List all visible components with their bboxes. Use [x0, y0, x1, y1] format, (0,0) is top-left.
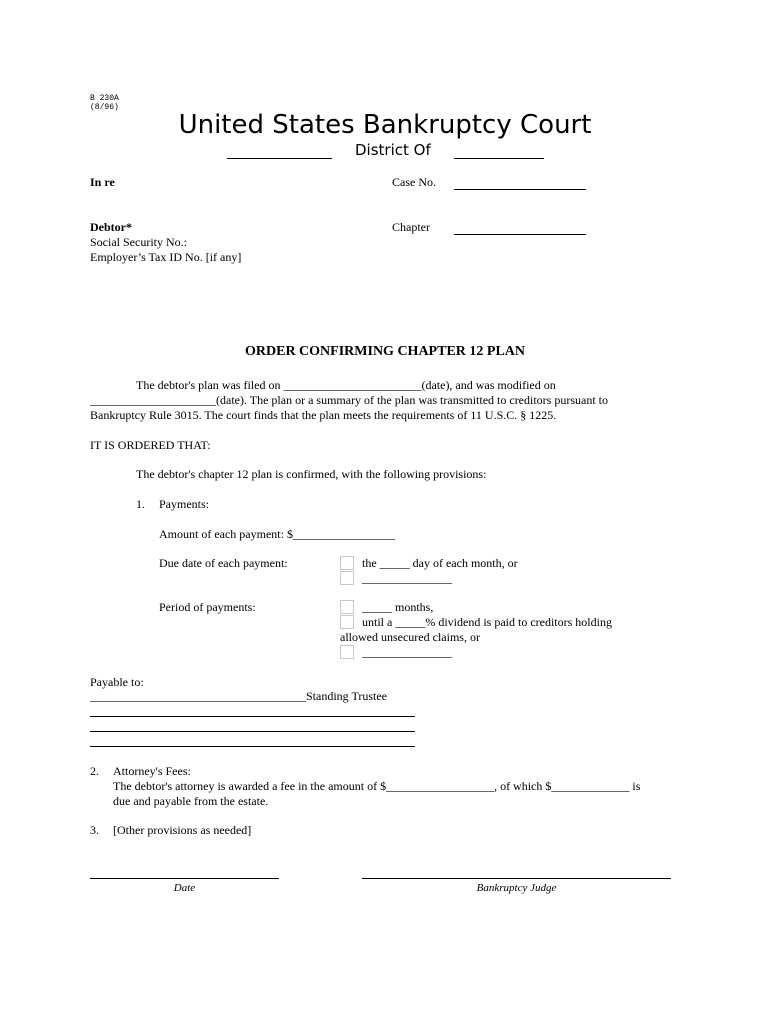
ssn-label: Social Security No.:: [90, 235, 187, 249]
date-caption: Date: [173, 882, 196, 894]
judge-signature-line: [362, 878, 671, 879]
order-heading: ORDER CONFIRMING CHAPTER 12 PLAN: [245, 344, 525, 359]
district-blank-left: [227, 158, 332, 159]
payable-label: Payable to:: [90, 675, 144, 689]
period-option1-text: _____ months,: [362, 600, 434, 614]
other-provisions: [Other provisions as needed]: [113, 823, 252, 837]
para1-line3: Bankruptcy Rule 3015. The court finds that the plan meets the requirements of 11 U.S.C. § 1225.: [90, 408, 557, 422]
district-label: District Of: [355, 141, 431, 159]
case-no-label: Case No.: [392, 175, 436, 189]
due-option2-text: _______________: [362, 571, 452, 585]
confirmed-text: The debtor's chapter 12 plan is confirmed, with the following provisions:: [136, 467, 487, 481]
in-re-label: In re: [90, 175, 115, 189]
period-option3-text: _______________: [362, 645, 452, 659]
period-option2-checkbox[interactable]: [340, 615, 354, 629]
period-option2-text: until a _____% dividend is paid to creditors holding: [362, 615, 612, 629]
payable-address-line-2: [90, 731, 415, 732]
period-option3-checkbox[interactable]: [340, 645, 354, 659]
tax-id-label: Employer’s Tax ID No. [if any]: [90, 250, 242, 264]
due-option1-text: the _____ day of each month, or: [362, 556, 518, 570]
debtor-label: Debtor*: [90, 220, 132, 234]
payments-label: Payments:: [159, 497, 209, 511]
other-number: 3.: [90, 823, 99, 837]
ordered-text: IT IS ORDERED THAT:: [90, 438, 211, 452]
fees-label: Attorney's Fees:: [113, 764, 191, 778]
district-blank-right: [454, 158, 544, 159]
standing-trustee-line: ____________________________________Standing Trustee: [90, 689, 388, 703]
period-option2-continued: allowed unsecured claims, or: [340, 630, 480, 644]
form-code: B 230A: [90, 94, 119, 103]
para1-line2: _____________________(date). The plan or a summary of the plan was transmitted to creditors pursuant to: [90, 393, 609, 407]
chapter-label: Chapter: [392, 220, 430, 234]
court-title: United States Bankruptcy Court: [178, 110, 592, 140]
payable-address-line-3: [90, 746, 415, 747]
due-option2-checkbox[interactable]: [340, 571, 354, 585]
form-revision: (8/96): [90, 103, 119, 112]
chapter-blank: [454, 234, 586, 235]
para1-line1: The debtor's plan was filed on _______________________(date), and was modified on: [136, 378, 556, 392]
due-date-label: Due date of each payment:: [159, 556, 288, 570]
fees-line1: The debtor's attorney is awarded a fee in the amount of $__________________, of which $_____________ is: [113, 779, 641, 793]
fees-line2: due and payable from the estate.: [113, 794, 269, 808]
period-label: Period of payments:: [159, 600, 256, 614]
judge-caption: Bankruptcy Judge: [476, 882, 557, 894]
fees-number: 2.: [90, 764, 99, 778]
payments-number: 1.: [136, 497, 145, 511]
payment-amount: Amount of each payment: $_________________: [159, 527, 395, 541]
payable-address-line-1: [90, 716, 415, 717]
period-option1-checkbox[interactable]: [340, 600, 354, 614]
date-signature-line: [90, 878, 279, 879]
due-option1-checkbox[interactable]: [340, 556, 354, 570]
case-no-blank: [454, 189, 586, 190]
